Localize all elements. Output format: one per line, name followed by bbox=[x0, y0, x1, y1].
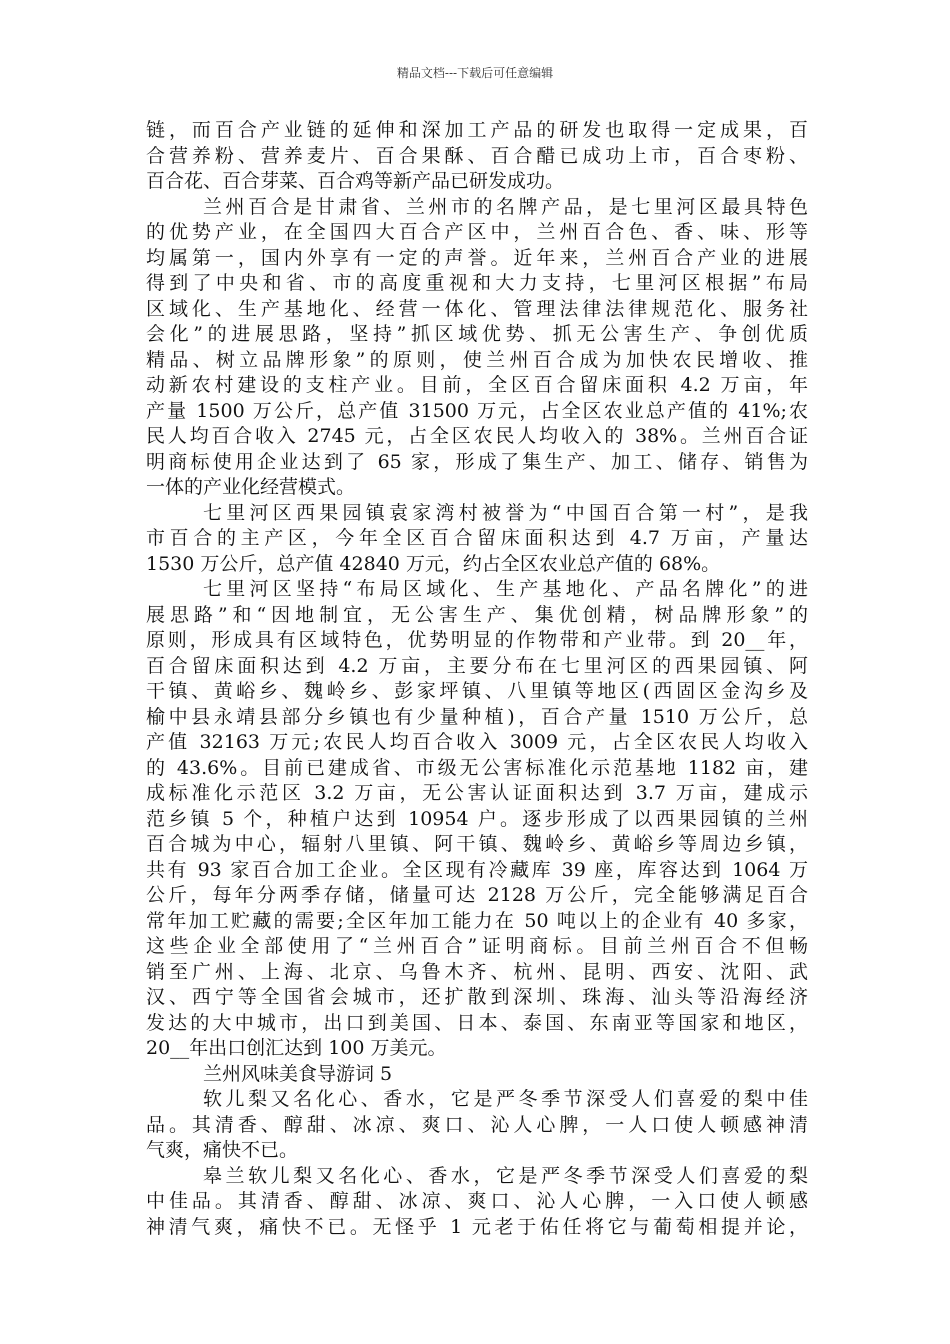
text-line: 皋兰软儿梨又名化心、香水，它是严冬季节深受人们喜爱的梨 bbox=[203, 1164, 808, 1187]
text-line: 中佳品。其清香、醇甜、冰凉、爽口、沁人心脾，一入口使人顿感 bbox=[146, 1190, 808, 1212]
text-line: 榆中县永靖县部分乡镇也有少量种植)，百合产量 1510 万公斤，总 bbox=[146, 705, 808, 728]
text-line: 明商标使用企业达到了 65 家，形成了集生产、加工、储存、销售为 bbox=[146, 450, 808, 473]
text-line: 产量 1500 万公斤，总产值 31500 万元，占全区农业总产值的 41%;农 bbox=[146, 399, 808, 422]
page-header: 精品文档---下载后可任意编辑 bbox=[396, 66, 554, 80]
text-line: 动新农村建设的支柱产业。目前，全区百合留床面积 4.2 万亩，年 bbox=[146, 374, 808, 396]
text-line: 干镇、黄峪乡、魏岭乡、彭家坪镇、八里镇等地区(西固区金沟乡及 bbox=[146, 680, 808, 702]
text-line: 百合城为中心，辐射八里镇、阿干镇、魏岭乡、黄峪乡等周边乡镇， bbox=[146, 833, 808, 855]
text-line: 1530 万公斤，总产值 42840 万元，约占全区农业总产值的 68%。 bbox=[146, 552, 721, 575]
text-line: 展思路”和“因地制宜，无公害生产、集优创精，树品牌形象”的 bbox=[146, 603, 808, 626]
text-line: 共有 93 家百合加工企业。全区现有冷藏库 39 座，库容达到 1064 万 bbox=[146, 858, 808, 881]
text-line: 兰州风味美食导游词 5 bbox=[203, 1062, 393, 1085]
text-line: 会化”的进展思路，坚持”抓区域优势、抓无公害生产、争创优质 bbox=[146, 323, 808, 345]
text-line: 原则，形成具有区域特色，优势明显的作物带和产业带。到 20__年， bbox=[146, 629, 808, 651]
text-line: 成标准化示范区 3.2 万亩，无公害认证面积达到 3.7 万亩，建成示 bbox=[146, 782, 808, 804]
text-line: 七里河区西果园镇袁家湾村被誉为“中国百合第一村”，是我 bbox=[203, 501, 808, 524]
text-line: 七里河区坚持“布局区域化、生产基地化、产品名牌化”的进 bbox=[203, 578, 808, 600]
text-line: 销至广州、上海、北京、乌鲁木齐、杭州、昆明、西安、沈阳、武 bbox=[146, 960, 808, 983]
text-line: 汉、西宁等全国省会城市，还扩散到深圳、珠海、汕头等沿海经济 bbox=[146, 986, 808, 1008]
text-line: 范乡镇 5 个，种植户达到 10954 户。逐步形成了以西果园镇的兰州 bbox=[146, 807, 808, 830]
text-line: 合营养粉、营养麦片、百合果酥、百合醋已成功上市，百合枣粉、 bbox=[146, 144, 808, 167]
text-line: 公斤，每年分两季存储，储量可达 2128 万公斤，完全能够满足百合 bbox=[146, 884, 808, 906]
text-line: 的 43.6%。目前已建成省、市级无公害标准化示范基地 1182 亩，建 bbox=[146, 756, 808, 779]
text-line: 的优势产业，在全国四大百合产区中，兰州百合色、香、味、形等 bbox=[146, 221, 808, 243]
text-line: 兰州百合是甘肃省、兰州市的名牌产品，是七里河区最具特色 bbox=[203, 195, 808, 218]
text-line: 常年加工贮藏的需要;全区年加工能力在 50 吨以上的企业有 40 多家， bbox=[146, 909, 808, 932]
text-line: 百合花、百合芽菜、百合鸡等新产品已研发成功。 bbox=[146, 170, 565, 192]
text-line: 产值 32163 万元;农民人均百合收入 3009 元，占全区农民人均收入 bbox=[146, 731, 808, 753]
text-line: 得到了中央和省、市的高度重视和大力支持，七里河区根据”布局 bbox=[146, 272, 808, 294]
text-line: 气爽，痛快不已。 bbox=[146, 1139, 299, 1161]
text-line: 区域化、生产基地化、经营一体化、管理法律法律规范化、服务社 bbox=[146, 297, 808, 320]
text-line: 均属第一，国内外享有一定的声誉。近年来，兰州百合产业的进展 bbox=[146, 246, 808, 269]
document-body bbox=[146, 118, 808, 1240]
text-line: 神清气爽，痛快不已。无怪乎 1 元老于佑任将它与葡萄相提并论， bbox=[146, 1215, 808, 1238]
text-line: 品。其清香、醇甜、冰凉、爽口、沁人心脾，一人口使人顿感神清 bbox=[146, 1113, 808, 1136]
text-line: 民人均百合收入 2745 元，占全区农民人均收入的 38%。兰州百合证 bbox=[146, 425, 808, 447]
text-line: 精品、树立品牌形象”的原则，使兰州百合成为加快农民增收、推 bbox=[146, 348, 808, 371]
text-line: 一体的产业化经营模式。 bbox=[146, 476, 356, 498]
text-line: 链，而百合产业链的延伸和深加工产品的研发也取得一定成果，百 bbox=[146, 119, 808, 141]
text-line: 20__年出口创汇达到 100 万美元。 bbox=[146, 1037, 447, 1059]
text-line: 百合留床面积达到 4.2 万亩，主要分布在七里河区的西果园镇、阿 bbox=[146, 654, 808, 677]
text-line: 发达的大中城市，出口到美国、日本、泰国、东南亚等国家和地区， bbox=[146, 1011, 808, 1034]
text-line: 软儿梨又名化心、香水，它是严冬季节深受人们喜爱的梨中佳 bbox=[203, 1088, 808, 1110]
text-line: 这些企业全部使用了“兰州百合”证明商标。目前兰州百合不但畅 bbox=[146, 935, 808, 957]
text-line: 市百合的主产区，今年全区百合留床面积达到 4.7 万亩，产量达 bbox=[146, 527, 808, 549]
